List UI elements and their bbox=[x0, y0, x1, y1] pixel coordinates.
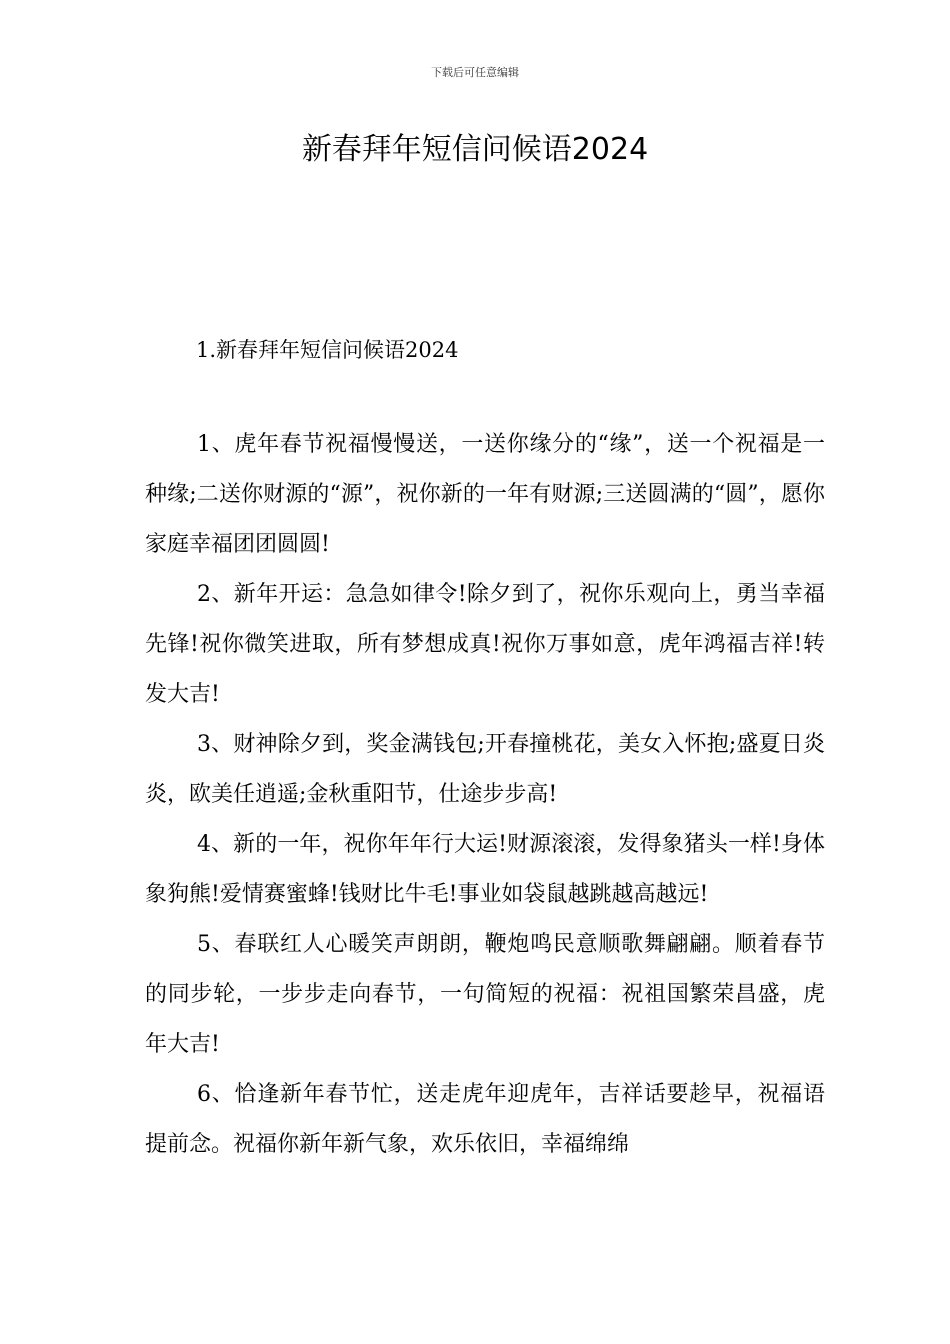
greeting-paragraph-2: 2、新年开运：急急如律令!除夕到了，祝你乐观向上，勇当幸福先锋!祝你微笑进取，所有梦想成真!祝你万事如意，虎年鸿福吉祥!转发大吉! bbox=[145, 582, 825, 707]
greeting-paragraph-3: 3、财神除夕到，奖金满钱包;开春撞桃花，美女入怀抱;盛夏日炎炎，欧美任逍遥;金秋重阳节，仕途步步高! bbox=[145, 732, 825, 807]
greeting-paragraph-5: 5、春联红人心暖笑声朗朗，鞭炮鸣民意顺歌舞翩翩。顺着春节的同步轮，一步步走向春节，一句简短的祝福：祝祖国繁荣昌盛，虎年大吉! bbox=[145, 932, 825, 1057]
document-title: 新春拜年短信问候语2024 bbox=[301, 132, 649, 167]
greeting-paragraph-4: 4、新的一年，祝你年年行大运!财源滚滚，发得象猪头一样!身体象狗熊!爱情赛蜜蜂!钱财比牛毛!事业如袋鼠越跳越高越远! bbox=[145, 832, 825, 907]
page-header-note: 下载后可任意编辑 bbox=[431, 66, 519, 79]
section-heading: 1.新春拜年短信问候语2024 bbox=[196, 338, 459, 362]
greeting-paragraph-1: 1、虎年春节祝福慢慢送，一送你缘分的“缘”，送一个祝福是一种缘;二送你财源的“源”，祝你新的一年有财源;三送圆满的“圆”，愿你家庭幸福团团圆圆! bbox=[145, 432, 825, 557]
document-body bbox=[145, 420, 825, 1170]
greeting-paragraph-6: 6、恰逢新年春节忙，送走虎年迎虎年，吉祥话要趁早，祝福语提前念。祝福你新年新气象，欢乐依旧，幸福绵绵 bbox=[145, 1082, 825, 1157]
